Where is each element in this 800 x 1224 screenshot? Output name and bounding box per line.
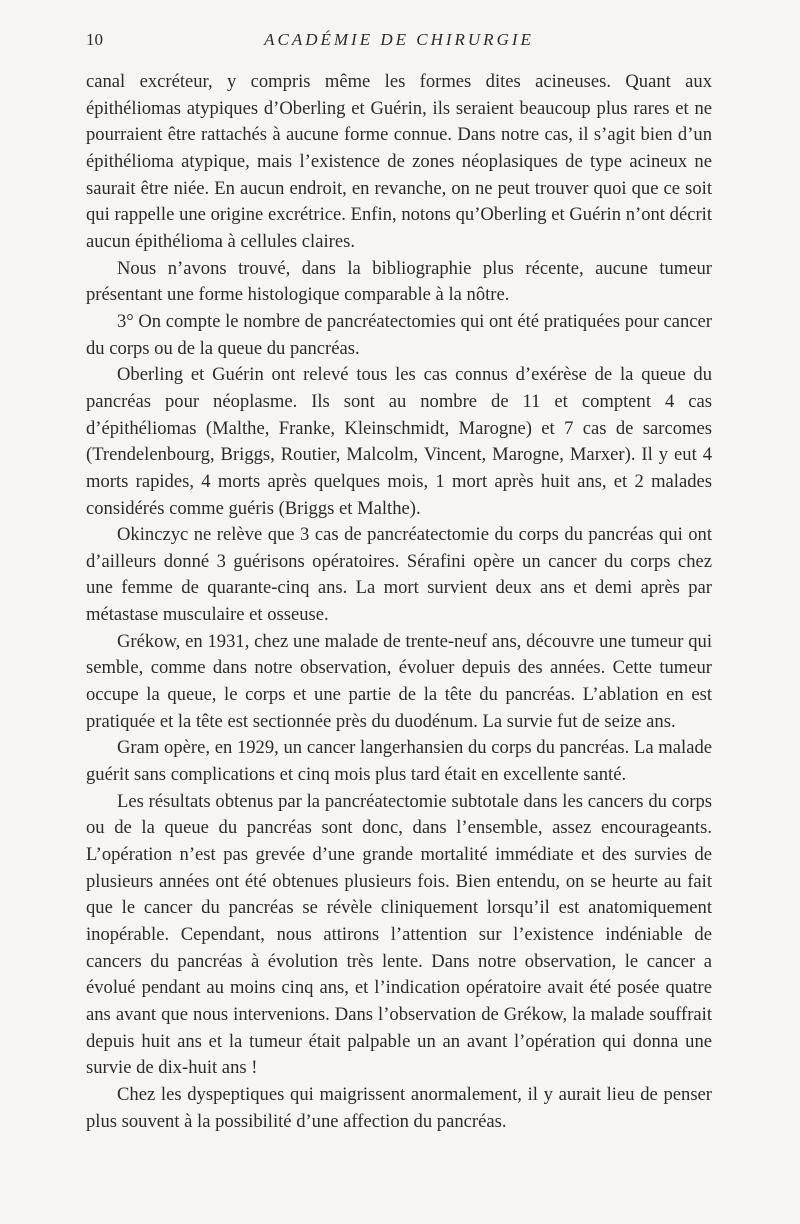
paragraph-oberling-guerin: Oberling et Guérin ont relevé tous les cas connus d’exérèse de la queue du pancréas pour néoplasme. Ils sont au nombre de 11 et comptent 4 cas d’épithéliomas (Malthe, Franke, Kleinschmidt, Marogne) et 7 cas de sarcomes (Trendelenbourg, Briggs, Routier, Malcolm, Vincent, Marogne, Marxer). Il y eut 4 morts rapides, 4 morts après quelques mois, 1 mort après huit ans, et 2 malades considérés comme guéris (Briggs et Malthe). [86,364,712,519]
body-text [86,69,712,1135]
paragraph-point-3: 3° On compte le nombre de pancréatectomies qui ont été pratiquées pour cancer du corps ou de la queue du pancréas. [86,310,712,359]
paragraph-continuation: canal excréteur, y compris même les formes dites acineuses. Quant aux épithéliomas atypiques d’Oberling et Guérin, ils seraient beaucoup plus rares et ne pourraient être rattachés à aucune forme connue. Dans notre cas, il s’agit bien d’un épithélioma atypique, mais l’existence de zones néoplasiques de type acineux ne saurait être niée. En aucun endroit, en revanche, on ne peut trouver quoi que ce soit qui rappelle une origine excrétrice. Enfin, notons qu’Oberling et Guérin n’ont décrit aucun épithélioma à cellules claires. [86,71,712,252]
paragraph-okinczyc: Okinczyc ne relève que 3 cas de pancréatectomie du corps du pancréas qui ont d’ailleurs donné 3 guérisons opératoires. Sérafini opère un cancer du corps chez une femme de quarante-cinq ans. La mort survient deux ans et demi après par métastase musculaire et osseuse. [86,524,712,626]
paragraph-bibliography: Nous n’avons trouvé, dans la bibliographie plus récente, aucune tumeur présentant une forme histologique comparable à la nôtre. [86,257,712,306]
paragraph-grekow: Grékow, en 1931, chez une malade de trente-neuf ans, découvre une tumeur qui semble, comme dans notre observation, évoluer depuis des années. Cette tumeur occupe la queue, le corps et une partie de la tête du pancréas. L’ablation en est pratiquée et la tête est sectionnée près du duodénum. La survie fut de seize ans. [86,630,712,732]
paragraph-conclusion: Chez les dyspeptiques qui maigrissent anormalement, il y aurait lieu de penser plus souvent à la possibilité d’une affection du pancréas. [86,1083,712,1132]
paragraph-gram: Gram opère, en 1929, un cancer langerhansien du corps du pancréas. La malade guérit sans complications et cinq mois plus tard était en excellente santé. [86,737,712,786]
page-number: 10 [86,30,103,49]
paragraph-results: Les résultats obtenus par la pancréatectomie subtotale dans les cancers du corps ou de la queue du pancréas sont donc, dans l’ensemble, assez encourageants. L’opération n’est pas grevée d’une grande mortalité immédiate et des survies de plusieurs années ont été obtenues plusieurs fois. Bien entendu, on se heurte au fait que le cancer du pancréas se révèle cliniquement lorsqu’il est anatomiquement inopérable. Cependant, nous attirons l’attention sur l’existence indéniable de cancers du pancréas à évolution très lente. Dans notre observation, le cancer a évolué pendant au moins cinq ans, et l’indication opératoire avait été posée quatre ans avant que nous intervenions. Dans l’observation de Grékow, la malade souffrait depuis huit ans et la tumeur était palpable un an avant l’opération qui donna une survie de dix-huit ans ! [86,790,712,1079]
running-title: ACADÉMIE DE CHIRURGIE [264,30,534,49]
page-header [86,30,712,58]
